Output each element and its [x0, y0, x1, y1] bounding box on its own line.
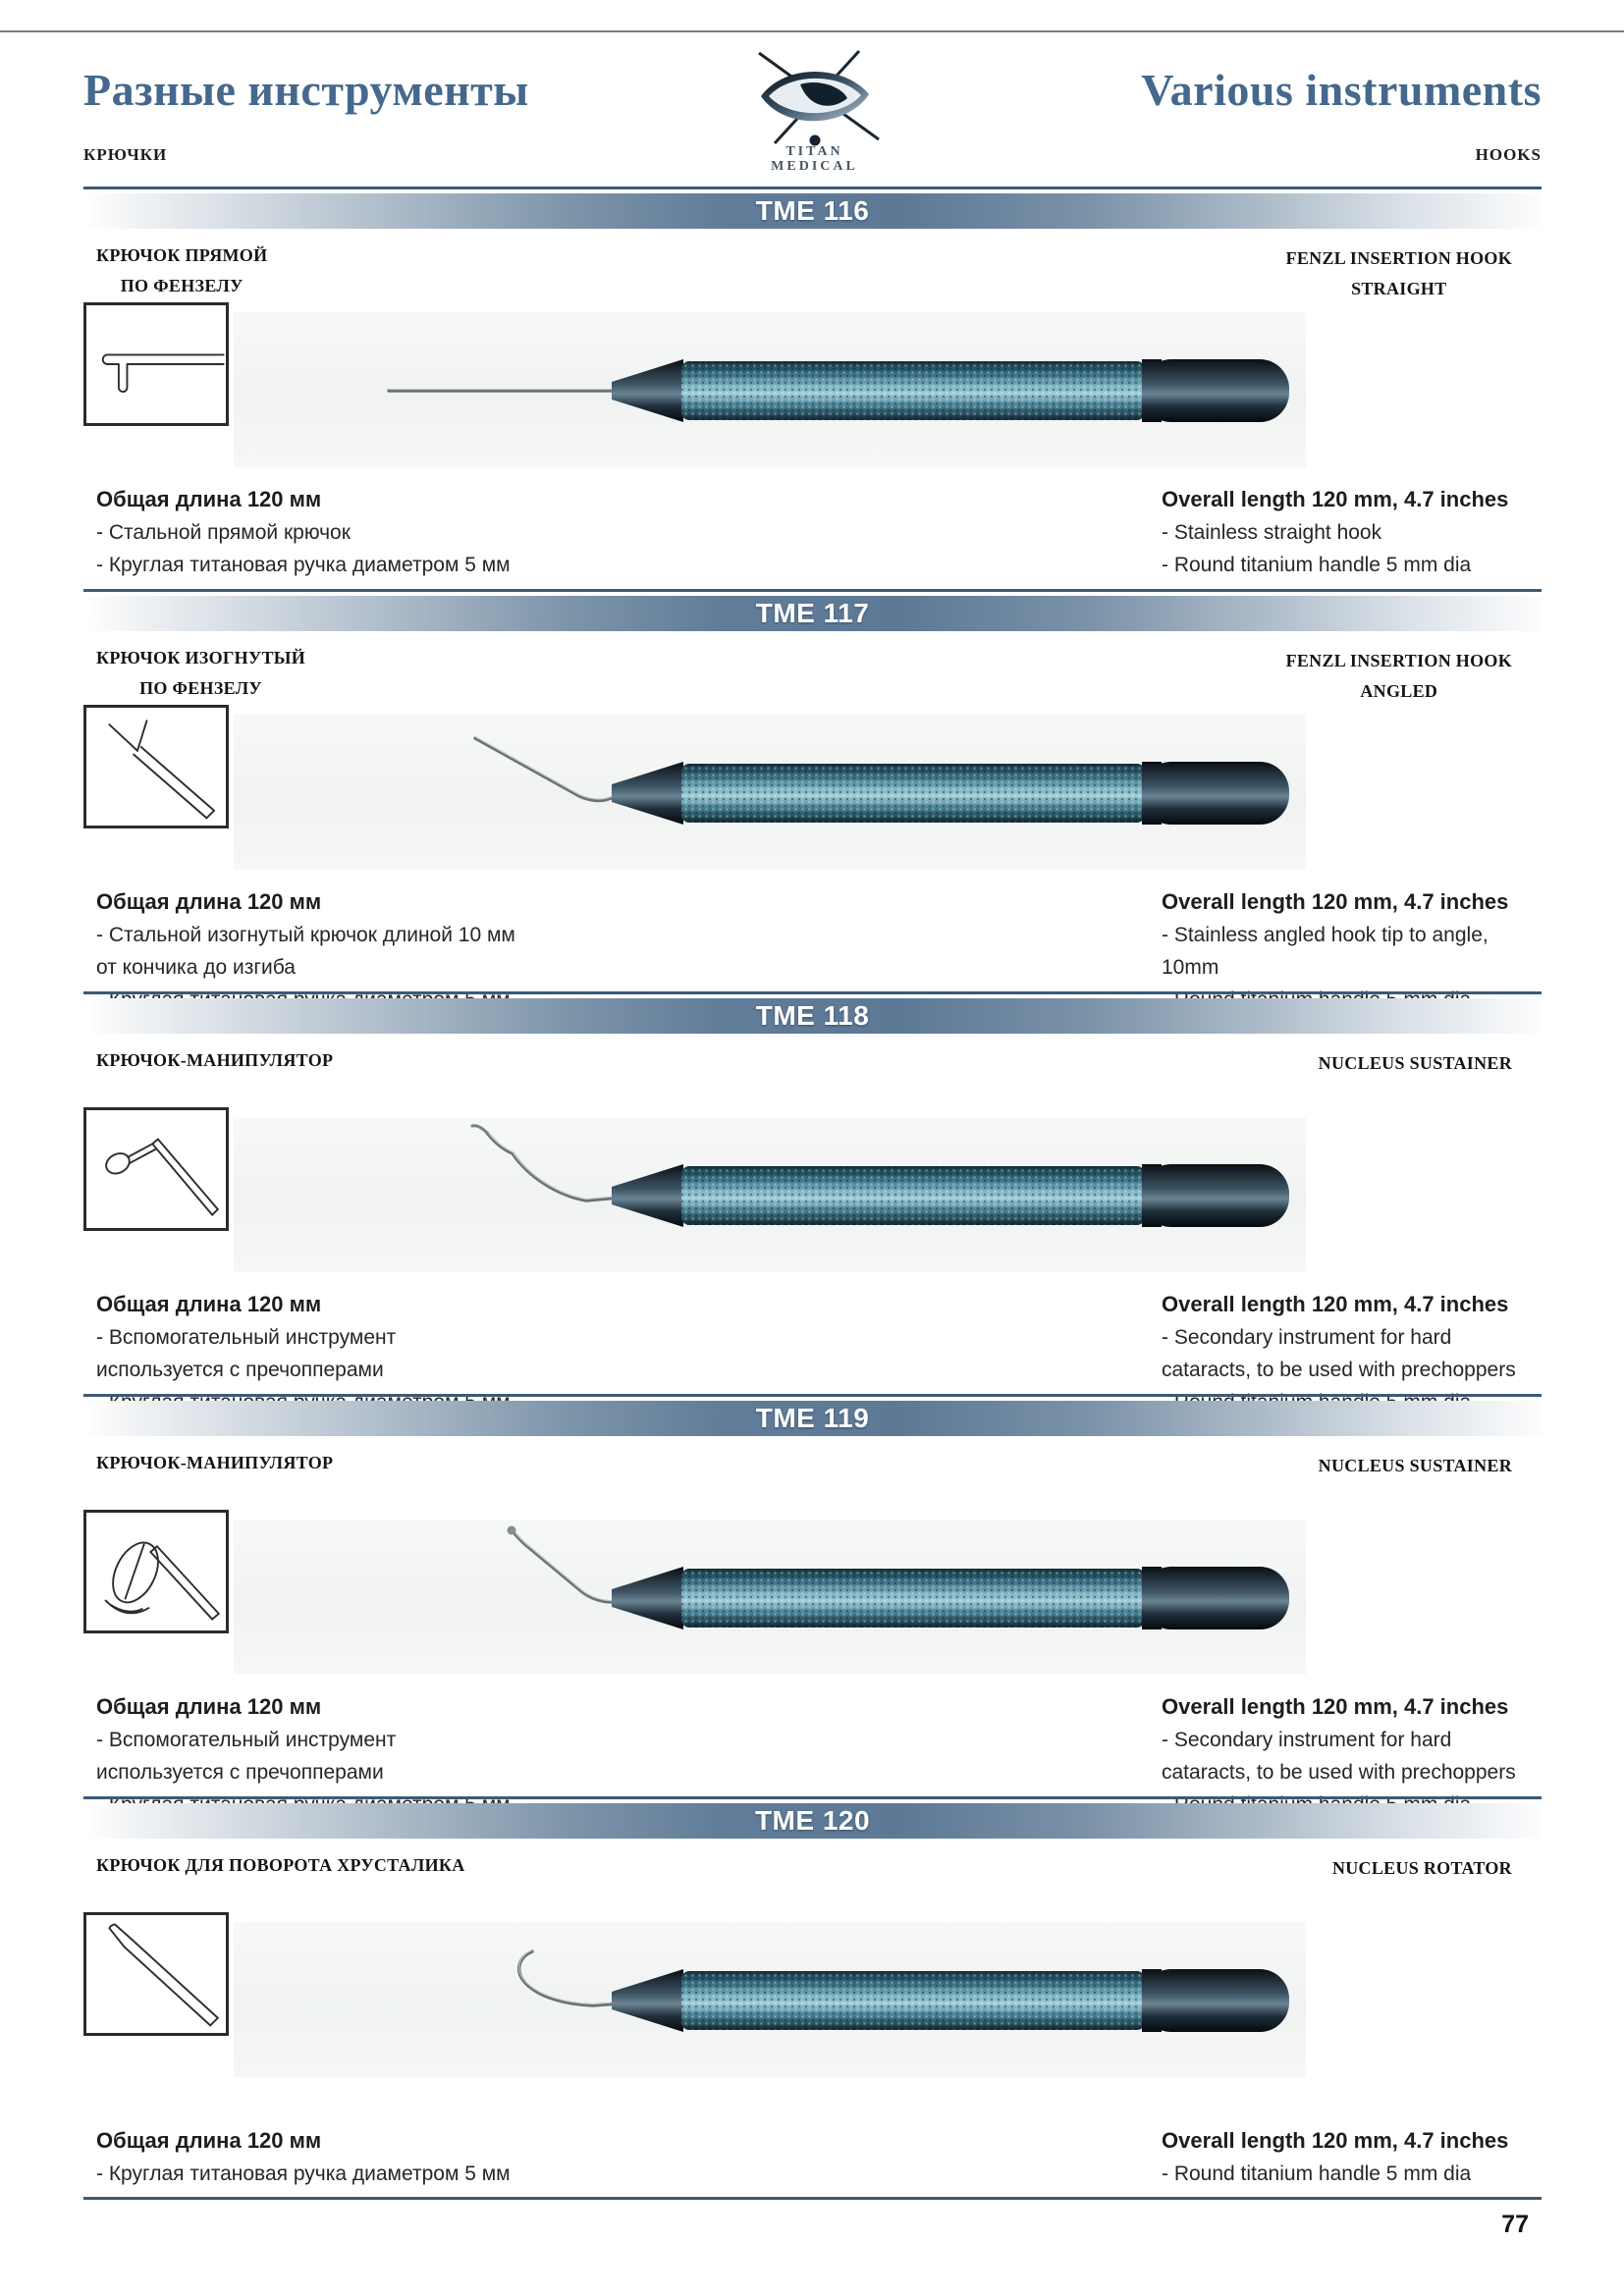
name-ru-line: КРЮЧОК ПРЯМОЙ	[96, 245, 268, 265]
product-list	[0, 187, 1624, 2199]
product-section	[0, 1796, 1624, 2199]
sustainer-lens-icon	[86, 1513, 226, 1630]
specs-ru-lines-line: - Вспомогательный инструмент	[96, 1729, 397, 1751]
specs-en-title: Overall length 120 mm, 4.7 inches	[1162, 2128, 1509, 2153]
product-code-banner	[83, 998, 1542, 1034]
instrument-photo	[234, 312, 1306, 467]
name-en-line: NUCLEUS SUSTAINER	[1318, 1053, 1512, 1073]
specs-ru-lines-line: используется с пречопперами	[96, 1359, 384, 1381]
product-code-banner	[83, 193, 1542, 229]
logo-text-line2: MEDICAL	[771, 159, 858, 174]
specs-en-title: Overall length 120 mm, 4.7 inches	[1162, 889, 1509, 914]
section-divider-line	[83, 991, 1542, 994]
specs-ru-lines-line: - Стальной изогнутый крючок длиной 10 мм	[96, 924, 515, 946]
specs-ru-lines-line: используется с пречопперами	[96, 1761, 384, 1784]
specs-en-lines-line: - Stainless straight hook	[1162, 521, 1382, 544]
page-title-english: Various instruments	[1141, 65, 1542, 115]
product-name-ru	[96, 240, 267, 301]
instrument-photo	[234, 715, 1306, 870]
section-divider-line	[83, 187, 1542, 189]
specs-ru-lines-line: - Вспомогательный инструмент	[96, 1326, 397, 1349]
name-ru-line: КРЮЧОК-МАНИПУЛЯТОР	[96, 1050, 334, 1070]
tip-diagram-box	[83, 705, 229, 828]
name-en-line: FENZL INSERTION HOOK	[1285, 651, 1512, 670]
specs-en-lines-line: cataracts, to be used with prechoppers	[1162, 1761, 1516, 1784]
product-name-en	[1319, 1451, 1512, 1481]
product-code: TME 118	[755, 1000, 870, 1031]
tip-diagram-box	[83, 1107, 229, 1231]
specs-ru	[96, 2124, 511, 2190]
product-name-en	[1286, 646, 1512, 707]
product-code: TME 120	[754, 1805, 871, 1836]
product-section	[0, 589, 1624, 991]
specs-en-title: Overall length 120 mm, 4.7 inches	[1162, 487, 1509, 511]
instrument-photo-svg	[234, 1117, 1306, 1272]
logo-text-line1: TITAN	[785, 144, 843, 159]
instrument-photo-svg	[234, 1520, 1306, 1675]
tip-diagram-box	[83, 1510, 229, 1633]
instrument-photo-svg	[234, 312, 1306, 467]
product-code-banner	[83, 596, 1542, 631]
product-code: TME 116	[755, 195, 870, 226]
name-ru-line: КРЮЧОК ИЗОГНУТЫЙ	[96, 648, 306, 667]
angled-hook-icon	[86, 708, 226, 826]
name-en-line: FENZL INSERTION HOOK	[1285, 248, 1512, 268]
specs-en-lines-line: - Stainless angled hook tip to angle,	[1162, 924, 1489, 946]
section-divider-line	[83, 1394, 1542, 1397]
section-divider-line	[83, 1796, 1542, 1799]
instrument-photo	[234, 1922, 1306, 2077]
specs-ru-title: Общая длина 120 мм	[96, 487, 322, 511]
page-title-russian: Разные инструменты	[83, 65, 529, 115]
specs-ru	[96, 483, 511, 581]
instrument-photo-svg	[234, 1922, 1306, 2077]
name-en-line: NUCLEUS ROTATOR	[1331, 1858, 1512, 1878]
name-ru-line: КРЮЧОК-МАНИПУЛЯТОР	[96, 1453, 334, 1472]
specs-ru-title: Общая длина 120 мм	[96, 1694, 322, 1719]
product-name-ru	[96, 643, 305, 704]
specs-en-lines-line: 10mm	[1162, 956, 1219, 979]
specs-ru-lines-line: - Стальной прямой крючок	[96, 521, 351, 544]
instrument-photo	[234, 1520, 1306, 1675]
tip-diagram-box	[83, 302, 229, 426]
name-ru-line: КРЮЧОК ДЛЯ ПОВОРОТА ХРУСТАЛИКА	[96, 1855, 465, 1875]
instrument-photo-svg	[234, 715, 1306, 870]
product-section	[0, 1394, 1624, 1796]
product-code-banner	[83, 1401, 1542, 1436]
product-name-ru	[96, 1448, 333, 1478]
section-divider-line	[83, 589, 1542, 592]
instrument-photo	[234, 1117, 1306, 1272]
specs-ru-lines-line: от кончика до изгиба	[96, 956, 296, 979]
specs-ru-lines-line: - Круглая титановая ручка диаметром 5 мм	[96, 554, 511, 576]
category-english: HOOKS	[1475, 145, 1542, 164]
straight-hook-icon	[86, 305, 226, 423]
product-code: TME 117	[755, 598, 870, 628]
name-en-line: STRAIGHT	[1351, 279, 1447, 298]
product-section	[0, 991, 1624, 1394]
category-russian: КРЮЧКИ	[83, 145, 168, 164]
specs-en-lines-line: - Secondary instrument for hard	[1162, 1729, 1452, 1751]
product-name-ru	[96, 1045, 333, 1076]
tip-diagram-box	[83, 1912, 229, 2036]
product-name-en	[1286, 243, 1512, 304]
product-code: TME 119	[755, 1403, 870, 1433]
specs-en-lines-line: - Round titanium handle 5 mm dia	[1162, 554, 1472, 576]
specs-en-title: Overall length 120 mm, 4.7 inches	[1162, 1292, 1509, 1316]
titan-medical-logo	[729, 49, 900, 174]
specs-en	[1162, 2124, 1540, 2190]
specs-ru-title: Общая длина 120 мм	[96, 1292, 322, 1316]
page-top-rule	[0, 30, 1624, 32]
specs-en-lines-line: cataracts, to be used with prechoppers	[1162, 1359, 1516, 1381]
specs-ru-title: Общая длина 120 мм	[96, 889, 322, 914]
name-ru-line: ПО ФЕНЗЕЛУ	[120, 276, 244, 295]
name-en-line: NUCLEUS SUSTAINER	[1318, 1456, 1512, 1475]
name-en-line: ANGLED	[1360, 681, 1438, 701]
specs-en-title: Overall length 120 mm, 4.7 inches	[1162, 1694, 1509, 1719]
page-number: 77	[1501, 2211, 1529, 2238]
specs-ru-lines-line: - Круглая титановая ручка диаметром 5 мм	[96, 2163, 511, 2185]
specs-en	[1162, 483, 1540, 581]
specs-en-lines-line: - Secondary instrument for hard	[1162, 1326, 1452, 1349]
sustainer-icon	[86, 1110, 226, 1228]
page-bottom-rule	[83, 2197, 1542, 2200]
product-name-en	[1332, 1853, 1512, 1884]
product-code-banner	[83, 1803, 1542, 1839]
rotator-icon	[86, 1915, 226, 2033]
name-ru-line: ПО ФЕНЗЕЛУ	[139, 678, 262, 698]
specs-en-lines-line: - Round titanium handle 5 mm dia	[1162, 2163, 1472, 2185]
specs-ru-title: Общая длина 120 мм	[96, 2128, 322, 2153]
product-name-ru	[96, 1850, 465, 1881]
product-section	[0, 187, 1624, 589]
product-name-en	[1319, 1048, 1512, 1079]
